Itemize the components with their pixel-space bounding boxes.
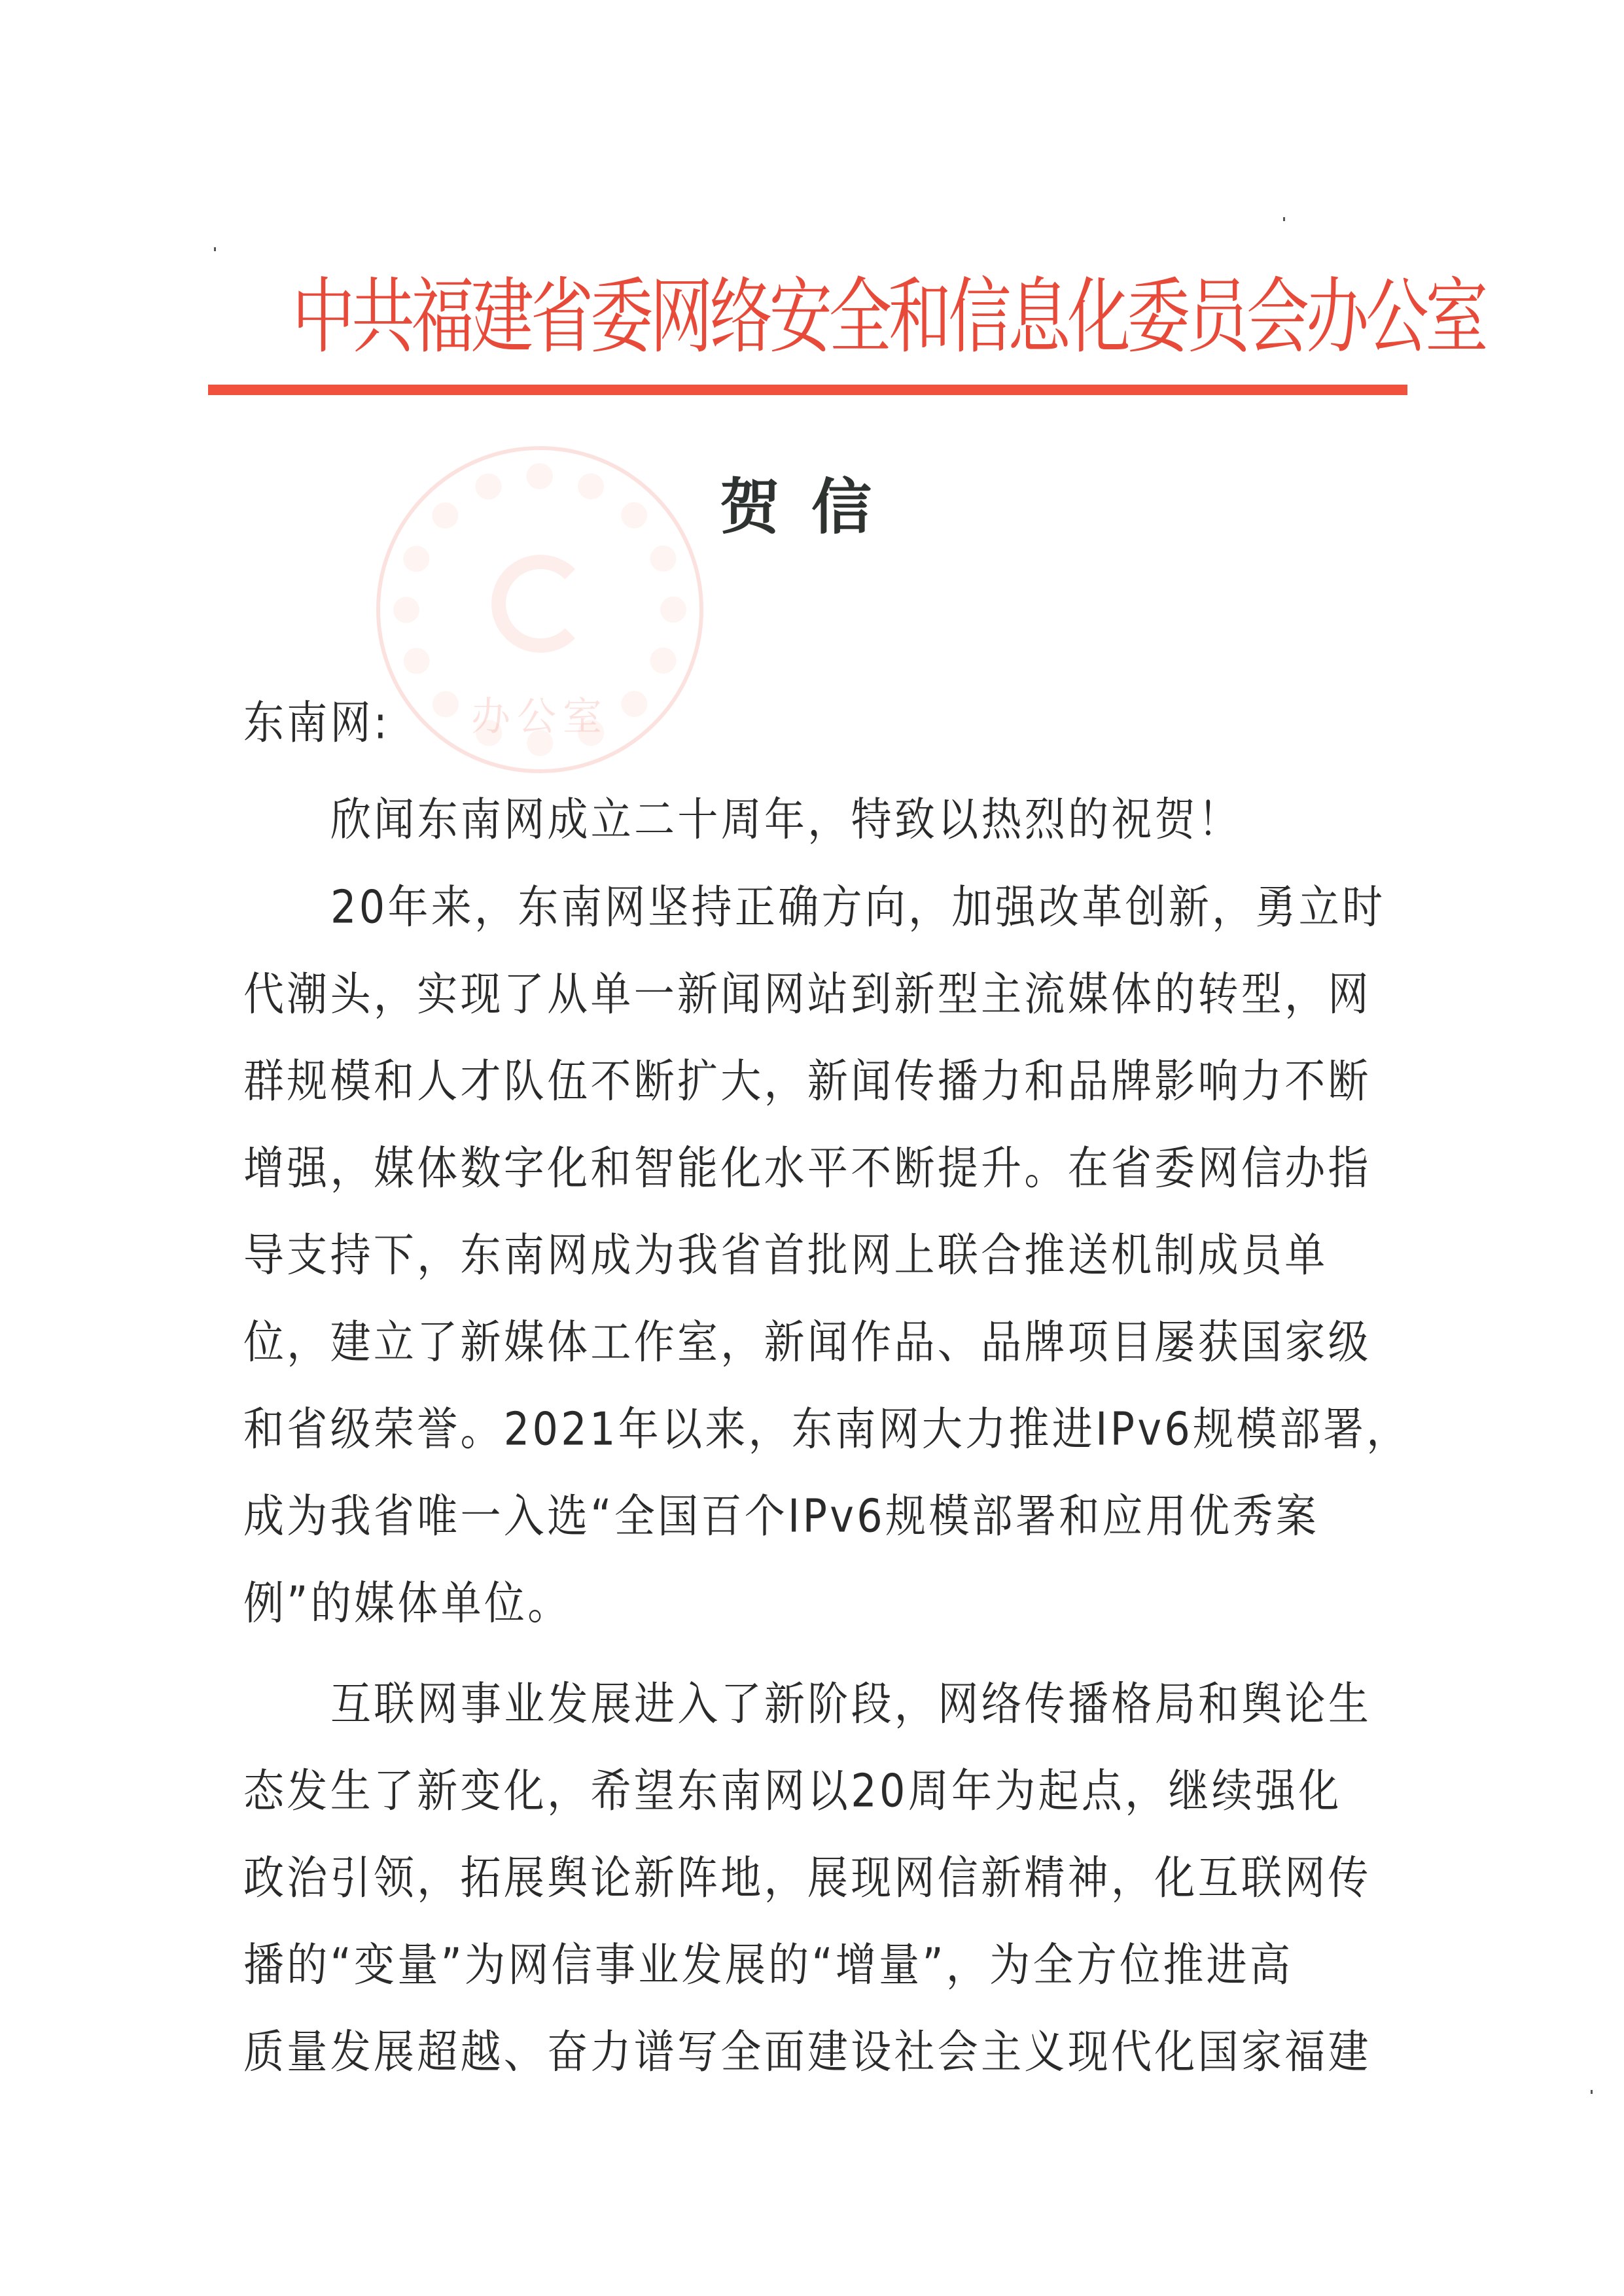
body-line: 互联网事业发展进入了新阶段，网络传播格局和舆论生 [330, 1677, 1372, 1731]
document-title: 贺信 [720, 472, 904, 542]
seal-ring [393, 463, 686, 756]
body-line: 例”的媒体单位。 [243, 1576, 571, 1630]
salutation: 东南网: [243, 695, 391, 750]
body-line: 成为我省唯一入选“全国百个IPv6规模部署和应用优秀案 [243, 1489, 1320, 1543]
body-line: 20年来，东南网坚持正确方向，加强改革创新，勇立时 [330, 880, 1386, 934]
body-line: 增强，媒体数字化和智能化水平不断提升。在省委网信办指 [243, 1141, 1371, 1195]
letterhead-organization: 中共福建省委网络安全和信息化委员会办公室 [292, 270, 1485, 365]
body-line: 位，建立了新媒体工作室，新闻作品、品牌项目屡获国家级 [243, 1315, 1371, 1369]
scan-speck [214, 247, 216, 251]
body-line: 播的“变量”为网信事业发展的“增量”，为全方位推进高 [243, 1938, 1294, 1992]
official-seal-icon [376, 446, 703, 773]
body-line: 态发生了新变化，希望东南网以20周年为起点，继续强化 [243, 1764, 1342, 1818]
body-line: 导支持下，东南网成为我省首批网上联合推送机制成员单 [243, 1228, 1328, 1282]
letterhead-red-rule [208, 385, 1407, 395]
party-emblem-icon [491, 555, 590, 653]
body-line: 群规模和人才队伍不断扩大，新闻传播力和品牌影响力不断 [243, 1054, 1371, 1108]
body-line: 代潮头，实现了从单一新闻网站到新型主流媒体的转型，网 [243, 967, 1371, 1021]
seal-text: 办公室 [471, 694, 609, 740]
body-line: 质量发展超越、奋力谱写全面建设社会主义现代化国家福建 [243, 2025, 1371, 2079]
scan-speck [1591, 2090, 1593, 2094]
scan-speck [1283, 217, 1285, 221]
body-line: 和省级荣誉。2021年以来，东南网大力推进IPv6规模部署， [243, 1402, 1410, 1456]
body-line: 欣闻东南网成立二十周年，特致以热烈的祝贺！ [330, 792, 1242, 846]
body-line: 政治引领，拓展舆论新阵地，展现网信新精神，化互联网传 [243, 1851, 1371, 1905]
